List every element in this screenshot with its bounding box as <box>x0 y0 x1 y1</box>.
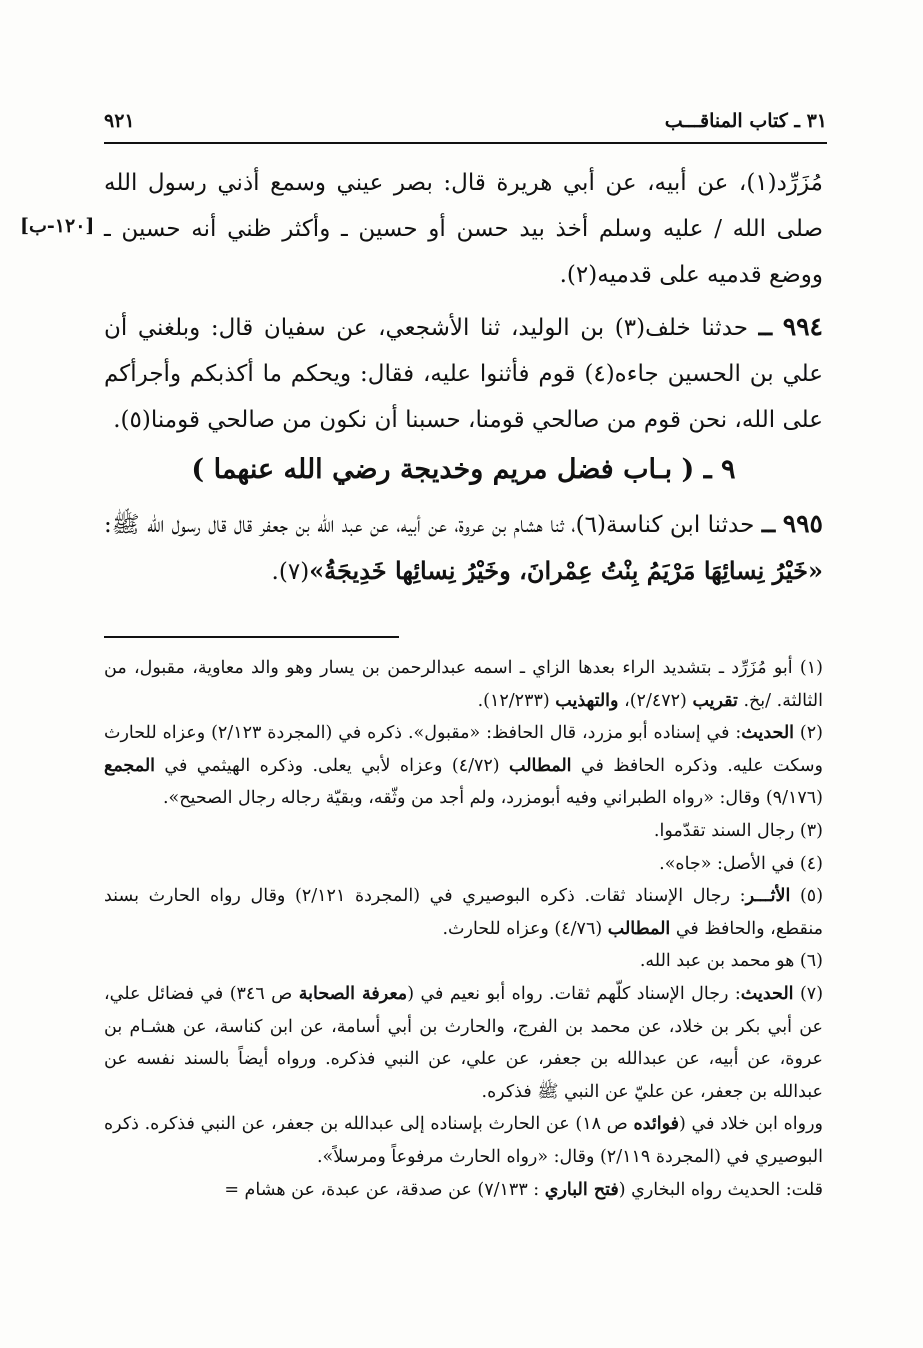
source-title: فوائده <box>633 1114 680 1135</box>
manuscript-folio-note: [١٢٠-ب] <box>20 215 95 237</box>
continuation-paragraph: مُزَرِّد(١)، عن أبيه، عن أبي هريرة قال: بصر عيني وسمع أذني رسول الله صلى الله / عليه وسلم أخذ بيد حسن أو حسين ـ وأكثر ظني أنه حسين ـ ووضع قدميه على قدميه(٢). <box>104 170 823 288</box>
footnote-2 <box>104 717 823 815</box>
footnote-7-continued <box>104 1108 823 1173</box>
hadith-995 <box>104 501 823 595</box>
footnote-5 <box>104 880 823 945</box>
hadith-number: ٩٩٤ <box>782 312 823 341</box>
footnote-text: (٤/٧٢) وعزاه لأبي يعلى. وذكره الهيثمي في <box>155 755 510 776</box>
page-header <box>104 98 827 132</box>
footnote-text: ورواه ابن خلاد في ( <box>679 1114 823 1135</box>
footnote-text: (٢/٤٧٢)، <box>618 690 693 711</box>
footnote-text: (٤/٧٦) وعزاه للحارث. <box>442 918 608 939</box>
hadith-text: حدثنا خلف(٣) بن الوليد، ثنا الأشجعي، عن سفيان قال: وبلغني أن علي بن الحسين جاءه(٤) قوم فأثنوا عليه، فقال: ويحكم ما أكذبكم وأجرأكم على الله، نحن قوم من صالحي قومنا، حسبنا أن نكون من صالحي قومنا(٥). <box>104 315 823 433</box>
source-title: والتهذيب <box>555 690 619 711</box>
main-text <box>104 160 823 595</box>
footnote-ref: (٧). <box>271 559 310 585</box>
footnote-4: (٤) في الأصل: «جاه». <box>659 853 823 874</box>
number-dash: ــ <box>761 511 776 538</box>
footnote-text: ص ١٨) عن الحارث بإسناده إلى عبدالله بن جعفر، عن النبي فذكره. ذكره البوصيري في (المجردة ٢/١١٩) وقال: «رواه الحارث مرفوعاً ومرسلاً». <box>104 1114 823 1167</box>
page-number: ٩٢١ <box>104 110 135 132</box>
source-title: الحديث <box>740 983 794 1004</box>
running-chapter-title: ٣١ ـ كتاب المناقـــب <box>664 110 827 132</box>
footnote-text: : رجال الإسناد ثقات. ذكره البوصيري في (المجردة ٢/١٢١) وقال رواه الحارث بسند منقطع، والحافظ في <box>104 886 823 939</box>
source-title: الحديث <box>741 723 795 744</box>
footnote-text: (٩/١٧٦) وقال: «رواه الطبراني وفيه أبومزرد، ولم أجد من وثّقه، وبقيّة رجاله رجال الصحيح». <box>162 788 823 809</box>
footnote-1 <box>104 652 823 717</box>
source-title: المطالب <box>509 755 572 776</box>
footnotes <box>104 652 823 1206</box>
footnote-7-note <box>104 1174 823 1207</box>
footnote-text: (٢) <box>794 723 823 744</box>
footnote-rule <box>104 636 399 638</box>
footnote-text: : رجال الإسناد كلّهم ثقات. رواه أبو نعيم في ( <box>407 983 741 1004</box>
source-title: فتح الباري <box>544 1179 619 1200</box>
chapter-heading: ٩ ـ ( بـاب فضل مريم وخديجة رضي الله عنهما ) <box>191 454 736 485</box>
source-title: الأثـــر <box>745 886 791 907</box>
source-title: معرفة الصحابة <box>298 983 408 1004</box>
footnote-text: (٧) <box>793 983 824 1004</box>
footnote-text: : في إسناده أبو مزرد، قال الحافظ: «مقبول». ذكره في (المجردة ٢/١٢٣) وعزاه للحارث وسكت عليه. وذكره الحافظ في <box>104 723 824 776</box>
hadith-994 <box>104 304 823 443</box>
source-title: المطالب <box>607 918 671 939</box>
footnote-text: (١٢/٢٣٣). <box>477 690 556 711</box>
number-dash: ــ <box>758 314 773 341</box>
footnote-text: ص ٣٤٦) في فضائل علي، عن أبي بكر بن خلاد، عن محمد بن الفرج، والحارث بن أبي أسامة، عن ابن كناسة، عن هشـام بن عروة، عن أبيه، عن عبدالله بن جعفر، عن علي، عن النبي فذكره. ورواه أيضاً بالسند نفسه عن عبدالله بن جعفر، عن عليّ عن النبي ﷺ فذكره. <box>104 983 823 1102</box>
footnote-7 <box>104 978 823 1108</box>
hadith-number: ٩٩٥ <box>782 509 823 538</box>
footnote-text: (٥) <box>790 886 824 907</box>
footnote-3: (٣) رجال السند تقدّموا. <box>653 820 823 841</box>
footnote-text: : ٧/١٣٣) عن صدقة، عن عبدة، عن هشام = <box>224 1179 545 1200</box>
source-title: تقريب <box>692 690 738 711</box>
prophetic-quote: «خَيْرُ نِسائِهَا مَرْيَمُ بِنْتُ عِمْرانَ، وخَيْرُ نِسائِها خَدِيجَةُ» <box>309 556 823 585</box>
footnote-6: (٦) هو محمد بن عبد الله. <box>639 951 823 972</box>
footnote-text: قلت: الحديث رواه البخاري ( <box>618 1179 823 1200</box>
source-title: المجمع <box>104 755 156 776</box>
header-rule <box>104 142 827 144</box>
hadith-text: حدثنا ابن كناسة(٦)، ثنا هشام بن عروة، عن أبيه، عن عبد الله بن جعفر قال قال رسول الله ﷺ: <box>104 512 755 538</box>
footnote-text: (١) أبو مُزَرِّد ـ بتشديد الراء بعدها الزاي ـ اسمه عبدالرحمن بن يسار وهو والد معاوية، مقبول، من الثالثة. /بخ. <box>104 658 823 711</box>
